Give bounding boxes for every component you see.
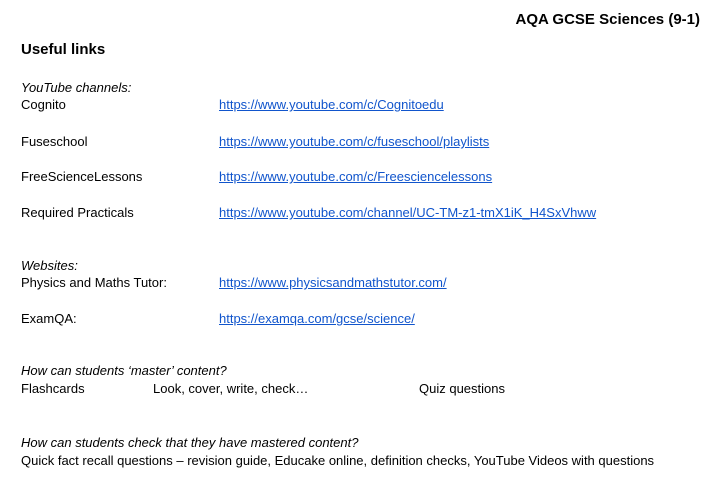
youtube-channel-name: FreeScienceLessons <box>21 169 143 184</box>
youtube-channel-name: Fuseschool <box>21 134 88 149</box>
website-link[interactable]: https://examqa.com/gcse/science/ <box>219 311 415 326</box>
youtube-channel-link[interactable]: https://www.youtube.com/c/fuseschool/playlists <box>219 134 490 149</box>
master-method-look-cover: Look, cover, write, check… <box>153 381 309 396</box>
check-mastery-answer: Quick fact recall questions – revision guide, Educake online, definition checks, YouTube Videos with questions <box>21 453 655 468</box>
website-name: Physics and Maths Tutor: <box>21 275 167 290</box>
youtube-channel-link[interactable]: https://www.youtube.com/c/Cognitoedu <box>219 97 444 112</box>
useful-links-heading: Useful links <box>21 41 106 58</box>
youtube-channel-link[interactable]: https://www.youtube.com/c/Freesciencelessons <box>219 169 493 184</box>
websites-heading: Websites: <box>21 258 78 273</box>
youtube-channel-link[interactable]: https://www.youtube.com/channel/UC-TM-z1-tmX1iK_H4SxVhww <box>219 205 597 220</box>
page-header-title: AQA GCSE Sciences (9-1) <box>515 11 700 28</box>
website-link[interactable]: https://www.physicsandmathstutor.com/ <box>219 275 447 290</box>
youtube-channel-name: Required Practicals <box>21 205 134 220</box>
youtube-channel-name: Cognito <box>21 97 66 112</box>
master-method-quiz: Quiz questions <box>419 381 505 396</box>
master-method-flashcards: Flashcards <box>21 381 85 396</box>
youtube-channels-heading: YouTube channels: <box>21 80 132 95</box>
master-content-question: How can students ‘master’ content? <box>21 363 227 378</box>
check-mastery-question: How can students check that they have mastered content? <box>21 435 359 450</box>
website-name: ExamQA: <box>21 311 77 326</box>
